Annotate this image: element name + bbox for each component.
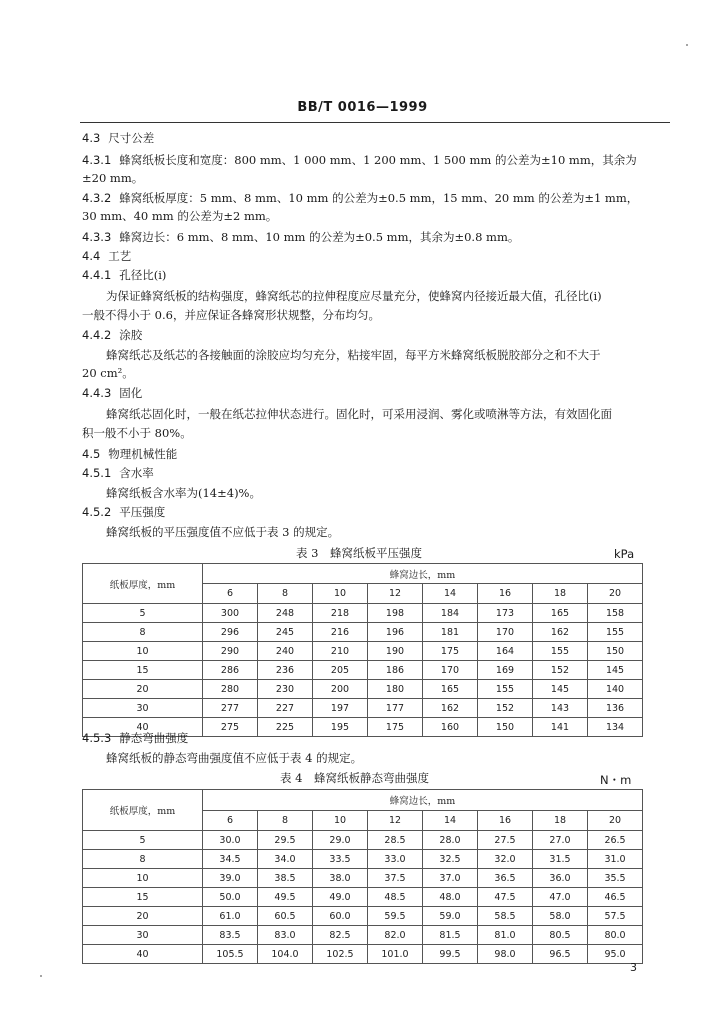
table3-cell: 155: [478, 680, 533, 699]
table4-cell: 49.0: [313, 888, 368, 907]
table3-cell: 177: [368, 699, 423, 718]
table3-row-label: 8: [83, 623, 203, 642]
table3-cell: 205: [313, 661, 368, 680]
table3-cell: 225: [258, 718, 313, 737]
table4-cell: 83.5: [203, 926, 258, 945]
table4-cell: 36.0: [533, 869, 588, 888]
table3-cell: 286: [203, 661, 258, 680]
table3-cell: 216: [313, 623, 368, 642]
table4-cell: 28.5: [368, 831, 423, 850]
section-4-4: [82, 248, 131, 264]
table4-cell: 38.0: [313, 869, 368, 888]
table4-cell: 58.0: [533, 907, 588, 926]
table3-cell: 170: [478, 623, 533, 642]
table3-cell: 150: [478, 718, 533, 737]
table4-cell: 104.0: [258, 945, 313, 964]
table4-cell: 38.5: [258, 869, 313, 888]
table4-caption: 表 4 蜂窝纸板静态弯曲强度: [280, 771, 429, 785]
table4-cell: 27.5: [478, 831, 533, 850]
table3: [82, 563, 643, 737]
table3-cell: 236: [258, 661, 313, 680]
table4-cell: 33.0: [368, 850, 423, 869]
table3-cell: 134: [588, 718, 643, 737]
section-title: 涂胶: [119, 328, 143, 342]
table4-cell: 58.5: [478, 907, 533, 926]
table3-cell: 280: [203, 680, 258, 699]
table4-body: [83, 790, 643, 964]
table3-col-header: 6: [203, 584, 258, 604]
table3-cell: 162: [533, 623, 588, 642]
table-row: [83, 623, 643, 642]
table-row: [83, 680, 643, 699]
section-title: 平压强度: [119, 505, 166, 519]
table3-cell: 175: [423, 642, 478, 661]
table3-col-header: 8: [258, 584, 313, 604]
table3-cell: 164: [478, 642, 533, 661]
table4-cell: 35.5: [588, 869, 643, 888]
table4-row-label: 10: [83, 869, 203, 888]
table3-cell: 150: [588, 642, 643, 661]
table3-row-label: 40: [83, 718, 203, 737]
table3-cell: 197: [313, 699, 368, 718]
table4-row-label: 8: [83, 850, 203, 869]
table4-cell: 60.0: [313, 907, 368, 926]
section-4-5-3-text: 蜂窝纸板的静态弯曲强度值不应低于表 4 的规定。: [106, 751, 363, 765]
table4-col-header: 14: [423, 811, 478, 831]
table3-cell: 160: [423, 718, 478, 737]
table4-row-label: 5: [83, 831, 203, 850]
table3-cell: 275: [203, 718, 258, 737]
table4-cell: 105.5: [203, 945, 258, 964]
table4-col-header: 8: [258, 811, 313, 831]
table4-cell: 82.5: [313, 926, 368, 945]
table3-cell: 195: [313, 718, 368, 737]
section-title: 工艺: [108, 249, 132, 263]
section-number: 4.4.1: [82, 268, 112, 282]
table3-cell: 155: [588, 623, 643, 642]
table3-unit: kPa: [614, 547, 635, 561]
table-row: [83, 699, 643, 718]
table3-col-header: 12: [368, 584, 423, 604]
section-4-4-1-line2: 一般不得小于 0.6，并应保证各蜂窝形状规整，分布均匀。: [82, 308, 380, 322]
table4-col-header: 16: [478, 811, 533, 831]
table3-cell: 141: [533, 718, 588, 737]
table4-col-group: 蜂窝边长，mm: [203, 790, 643, 811]
scan-speck: [40, 975, 42, 977]
table3-cell: 136: [588, 699, 643, 718]
table3-cell: 170: [423, 661, 478, 680]
section-4-3-2-line1: [82, 190, 638, 206]
section-number: 4.3: [82, 131, 101, 145]
table4-row-label: 30: [83, 926, 203, 945]
table3-row-label: 10: [83, 642, 203, 661]
section-number: 4.5.1: [82, 466, 112, 480]
table3-cell: 140: [588, 680, 643, 699]
table3-cell: 218: [313, 604, 368, 623]
table4-cell: 82.0: [368, 926, 423, 945]
table4-cell: 26.5: [588, 831, 643, 850]
table4-cell: 61.0: [203, 907, 258, 926]
table4-cell: 27.0: [533, 831, 588, 850]
table4-cell: 95.0: [588, 945, 643, 964]
section-title: 含水率: [119, 466, 154, 480]
table3-cell: 227: [258, 699, 313, 718]
section-4-4-2-line1: 蜂窝纸芯及纸芯的各接触面的涂胶应均匀充分，粘接牢固，每平方米蜂窝纸板脱胶部分之和不大于: [106, 348, 601, 362]
table4-cell: 36.5: [478, 869, 533, 888]
paragraph-text: 蜂窝边长：6 mm、8 mm、10 mm 的公差为±0.5 mm，其余为±0.8 mm。: [119, 230, 520, 244]
table3-row-label: 15: [83, 661, 203, 680]
table4-cell: 48.5: [368, 888, 423, 907]
table4-cell: 99.5: [423, 945, 478, 964]
section-number: 4.5.2: [82, 505, 112, 519]
table4-col-header: 12: [368, 811, 423, 831]
table4-cell: 46.5: [588, 888, 643, 907]
section-4-4-3: [82, 385, 142, 401]
table4-cell: 81.0: [478, 926, 533, 945]
table-row: [83, 926, 643, 945]
section-title: 尺寸公差: [108, 131, 155, 145]
table4-cell: 37.5: [368, 869, 423, 888]
scan-speck: [686, 44, 688, 46]
section-4-3-2-line2: 30 mm、40 mm 的公差为±2 mm。: [82, 209, 278, 223]
table4: [82, 789, 643, 964]
table4-cell: 31.0: [588, 850, 643, 869]
table3-cell: 155: [533, 642, 588, 661]
table-row: [83, 888, 643, 907]
header-rule: [80, 122, 670, 123]
paragraph-text: 蜂窝纸板厚度：5 mm、8 mm、10 mm 的公差为±0.5 mm，15 mm、20 mm 的公差为±1 mm，: [119, 191, 639, 205]
section-number: 4.4: [82, 249, 101, 263]
table4-cell: 59.5: [368, 907, 423, 926]
table-row: [83, 850, 643, 869]
page-number: 3: [630, 961, 637, 974]
table3-row-label: 20: [83, 680, 203, 699]
table4-row-label: 40: [83, 945, 203, 964]
table3-cell: 162: [423, 699, 478, 718]
table3-col-header: 18: [533, 584, 588, 604]
table3-cell: 200: [313, 680, 368, 699]
table-row: [83, 945, 643, 964]
section-4-4-2-line2: 20 cm²。: [82, 366, 134, 380]
section-4-4-1-line1: 为保证蜂窝纸板的结构强度，蜂窝纸芯的拉伸程度应尽量充分，使蜂窝内径接近最大值，孔径比(i): [106, 289, 602, 303]
section-number: 4.3.3: [82, 230, 112, 244]
table4-cell: 28.0: [423, 831, 478, 850]
table4-col-header: 10: [313, 811, 368, 831]
table3-cell: 145: [588, 661, 643, 680]
section-number: 4.4.2: [82, 328, 112, 342]
section-4-5-2: [82, 504, 165, 520]
section-number: 4.3.1: [82, 153, 112, 167]
table4-row-header: 纸板厚度，mm: [83, 790, 203, 831]
table4-cell: 33.5: [313, 850, 368, 869]
table3-cell: 240: [258, 642, 313, 661]
table4-cell: 37.0: [423, 869, 478, 888]
table4-cell: 96.5: [533, 945, 588, 964]
table3-col-header: 16: [478, 584, 533, 604]
section-4-4-3-line2: 积一般不小于 80%。: [82, 426, 192, 440]
table4-cell: 80.0: [588, 926, 643, 945]
table3-cell: 152: [533, 661, 588, 680]
section-4-4-2: [82, 327, 142, 343]
table3-body: [83, 564, 643, 737]
section-4-4-1: [82, 267, 166, 283]
page-header: BB/T 0016—1999: [297, 100, 428, 115]
table3-cell: 180: [368, 680, 423, 699]
table3-cell: 145: [533, 680, 588, 699]
paragraph-text: 蜂窝纸板长度和宽度：800 mm、1 000 mm、1 200 mm、1 500 mm 的公差为±10 mm，其余为: [119, 153, 637, 167]
table4-col-header: 20: [588, 811, 643, 831]
table-row: [83, 907, 643, 926]
table3-row-label: 5: [83, 604, 203, 623]
table4-unit: N・m: [600, 773, 632, 787]
table4-cell: 83.0: [258, 926, 313, 945]
table4-cell: 81.5: [423, 926, 478, 945]
table3-cell: 184: [423, 604, 478, 623]
table3-cell: 186: [368, 661, 423, 680]
section-title: 固化: [119, 386, 143, 400]
table3-cell: 169: [478, 661, 533, 680]
section-4-3: [82, 130, 154, 146]
table3-cell: 245: [258, 623, 313, 642]
table4-cell: 47.5: [478, 888, 533, 907]
table3-cell: 290: [203, 642, 258, 661]
table4-cell: 32.0: [478, 850, 533, 869]
table4-cell: 102.5: [313, 945, 368, 964]
table3-cell: 165: [533, 604, 588, 623]
section-number: 4.5: [82, 447, 101, 461]
table4-col-header: 6: [203, 811, 258, 831]
table4-cell: 49.5: [258, 888, 313, 907]
table3-row-header: 纸板厚度，mm: [83, 564, 203, 604]
table3-col-header: 14: [423, 584, 478, 604]
table3-cell: 230: [258, 680, 313, 699]
table4-cell: 34.0: [258, 850, 313, 869]
table3-cell: 210: [313, 642, 368, 661]
section-4-5-1: [82, 465, 154, 481]
section-number: 4.5.3: [82, 731, 112, 745]
section-4-5-1-text: 蜂窝纸板含水率为(14±4)%。: [106, 486, 261, 500]
table4-header-row-1: [83, 790, 643, 811]
table3-cell: 198: [368, 604, 423, 623]
table3-cell: 196: [368, 623, 423, 642]
table3-header-row-1: [83, 564, 643, 584]
table3-cell: 248: [258, 604, 313, 623]
table3-cell: 152: [478, 699, 533, 718]
table4-cell: 59.0: [423, 907, 478, 926]
table4-cell: 48.0: [423, 888, 478, 907]
table3-cell: 277: [203, 699, 258, 718]
table4-cell: 31.5: [533, 850, 588, 869]
table3-cell: 143: [533, 699, 588, 718]
table4-cell: 30.0: [203, 831, 258, 850]
section-number: 4.3.2: [82, 191, 112, 205]
section-title: 物理机械性能: [108, 447, 178, 461]
table4-cell: 34.5: [203, 850, 258, 869]
table4-cell: 47.0: [533, 888, 588, 907]
table3-cell: 165: [423, 680, 478, 699]
table3-cell: 296: [203, 623, 258, 642]
table3-cell: 300: [203, 604, 258, 623]
table-row: [83, 661, 643, 680]
table4-row-label: 20: [83, 907, 203, 926]
table4-cell: 60.5: [258, 907, 313, 926]
table-row: [83, 642, 643, 661]
table4-col-header: 18: [533, 811, 588, 831]
table3-col-header: 10: [313, 584, 368, 604]
table4-row-label: 15: [83, 888, 203, 907]
section-number: 4.4.3: [82, 386, 112, 400]
table4-cell: 29.0: [313, 831, 368, 850]
table3-cell: 173: [478, 604, 533, 623]
section-4-4-3-line1: 蜂窝纸芯固化时，一般在纸芯拉伸状态进行。固化时，可采用浸润、雾化或喷淋等方法，有效固化面: [106, 407, 612, 421]
table3-cell: 190: [368, 642, 423, 661]
table4-cell: 98.0: [478, 945, 533, 964]
table4-cell: 57.5: [588, 907, 643, 926]
table4-cell: 101.0: [368, 945, 423, 964]
table-row: [83, 604, 643, 623]
table4-cell: 80.5: [533, 926, 588, 945]
table3-cell: 158: [588, 604, 643, 623]
section-4-5-3: [82, 730, 188, 746]
section-title: 孔径比(i): [119, 268, 167, 282]
table-row: [83, 869, 643, 888]
section-4-3-1-line1: [82, 152, 637, 168]
table3-caption: 表 3 蜂窝纸板平压强度: [296, 546, 422, 560]
section-4-3-1-line2: ±20 mm。: [82, 171, 144, 185]
section-4-5: [82, 446, 177, 462]
table4-cell: 32.5: [423, 850, 478, 869]
table3-col-header: 20: [588, 584, 643, 604]
table4-cell: 50.0: [203, 888, 258, 907]
table4-cell: 29.5: [258, 831, 313, 850]
table-row: [83, 831, 643, 850]
table3-col-group: 蜂窝边长，mm: [203, 564, 643, 584]
table3-row-label: 30: [83, 699, 203, 718]
section-4-3-3: [82, 229, 519, 245]
section-title: 静态弯曲强度: [119, 731, 189, 745]
table4-cell: 39.0: [203, 869, 258, 888]
section-4-5-2-text: 蜂窝纸板的平压强度值不应低于表 3 的规定。: [106, 525, 340, 539]
table3-cell: 181: [423, 623, 478, 642]
table3-cell: 175: [368, 718, 423, 737]
